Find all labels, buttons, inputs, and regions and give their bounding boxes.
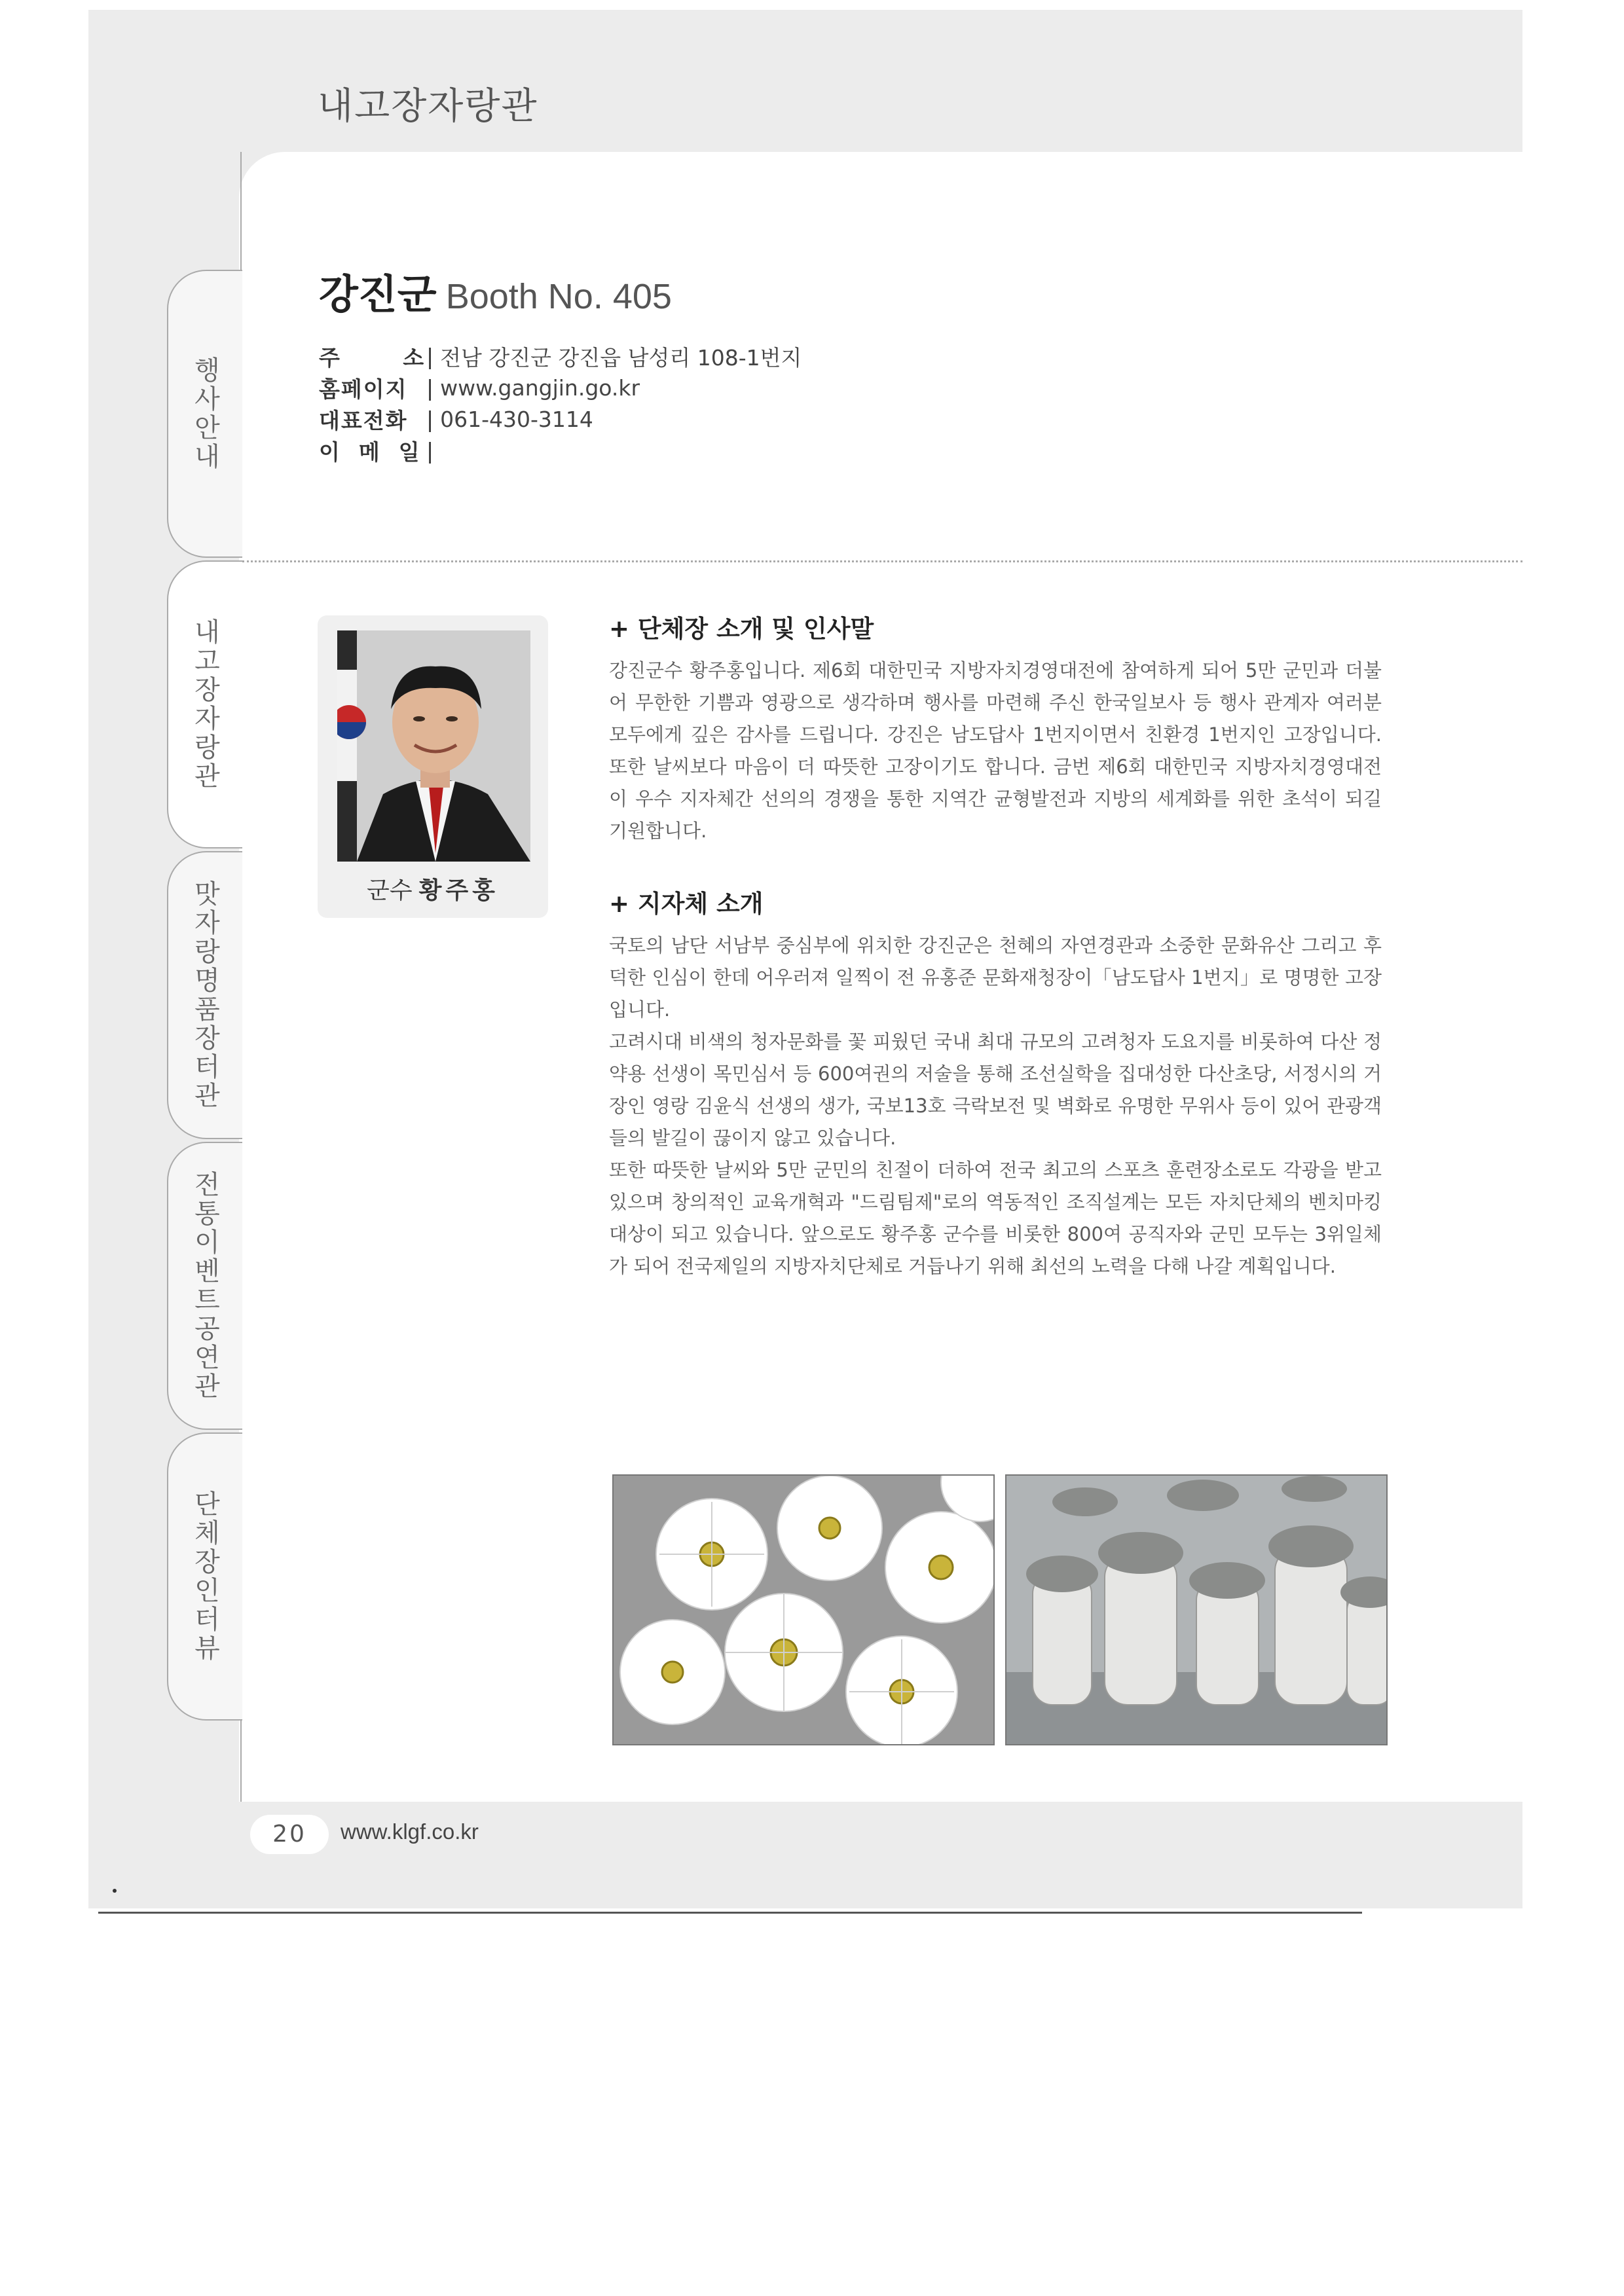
info-label: 주 소	[319, 344, 426, 371]
booth-number: Booth No. 405	[445, 277, 672, 316]
intro-body	[609, 930, 1382, 1283]
info-value: 전남 강진군 강진읍 남성리 108-1번지	[440, 344, 802, 371]
info-row-phone	[319, 403, 802, 435]
tab-label: 전통이벤트공연관	[190, 1171, 220, 1401]
booth-title	[319, 262, 672, 320]
chrysanthemum-photo	[612, 1474, 995, 1745]
governor-photo	[337, 630, 530, 862]
tab-label: 맛자랑명품장터관	[190, 880, 220, 1110]
intro-paragraph: 또한 따뜻한 날씨와 5만 군민의 친절이 더하여 전국 최고의 스포츠 훈련장소로도 각광을 받고 있으며 창의적인 교육개혁과 "드림팀제"로의 역동적인 조직설계는 모든 자치단체의 벤치마킹 대상이 되고 있습니다. 앞으로도 황주홍 군수를 비롯한 800여 공직자와 군민 모두는 3위일체가 되어 전국제일의 지방자치단체로 거듭나기 위해 최선의 노력을 다해 나갈 계획입니다.	[609, 1159, 1382, 1277]
scan-mark	[113, 1889, 117, 1893]
homepage-link[interactable]: www.gangjin.go.kr	[440, 374, 640, 401]
intro-paragraph: 고려시대 비색의 청자문화를 꽃 피웠던 국내 최대 규모의 고려청자 도요지를 비롯하여 다산 정약용 선생이 목민심서 등 600여권의 저술을 통해 조선실학을 집대성한 다산초당, 서정시의 거장인 영랑 김윤식 선생의 생가, 국보13호 극락보전 및 벽화로 유명한 무위사 등이 있어 관광객들의 발길이 끊이지 않고 있습니다.	[609, 1030, 1382, 1149]
tab-divider-line	[240, 152, 242, 270]
greeting-paragraph: 강진군수 황주홍입니다. 제6회 대한민국 지방자치경영대전에 참여하게 되어 5만 군민과 더불어 무한한 기쁨과 영광으로 생각하며 행사를 마련해 주신 한국일보사 등 행사 관계자 여러분 모두에게 깊은 감사를 드립니다. 강진은 남도답사 1번지이면서 친환경 1번지인 고장입니다. 또한 날씨보다 마음이 더 따뜻한 고장이기도 합니다. 금번 제6회 대한민국 지방자치경영대전이 우수 지자체간 선의의 경쟁을 통한 지역간 균형발전과 지방의 세계화를 위한 초석이 되길 기원합니다.	[609, 659, 1382, 842]
tab-event-info[interactable]	[167, 270, 242, 558]
info-separator: |	[426, 406, 434, 432]
page-number: 20	[250, 1815, 329, 1854]
portrait-caption	[318, 872, 548, 905]
info-label: 이 메 일	[319, 439, 421, 465]
info-separator: |	[426, 343, 434, 369]
tab-leader-interview[interactable]	[167, 1432, 242, 1721]
info-separator: |	[426, 374, 434, 401]
footer-url-link[interactable]: www.klgf.co.kr	[341, 1819, 479, 1844]
bottom-rule	[98, 1912, 1362, 1914]
info-row-email	[319, 435, 802, 466]
info-label: 홈페이지	[319, 376, 408, 402]
booth-info-list	[319, 340, 802, 466]
tab-local-pride[interactable]	[167, 560, 242, 848]
info-row-homepage	[319, 372, 802, 403]
tab-label: 단체장인터뷰	[190, 1490, 220, 1663]
section-title: 내고장자랑관	[318, 85, 538, 128]
mushroom-photo	[1005, 1474, 1388, 1745]
portrait-name: 황주홍	[418, 877, 499, 904]
tab-label: 행사안내	[190, 356, 220, 471]
intro-paragraph: 국토의 남단 서남부 중심부에 위치한 강진군은 천혜의 자연경관과 소중한 문화유산 그리고 후덕한 인심이 한데 어우러져 일찍이 전 유홍준 문화재청장이「남도답사 1번지」로 명명한 고장입니다.	[609, 934, 1382, 1021]
tab-divider-line	[240, 1721, 242, 1802]
booth-name: 강진군	[319, 270, 437, 318]
tab-traditional-events[interactable]	[167, 1142, 242, 1430]
greeting-heading: + 단체장 소개 및 인사말	[609, 615, 874, 643]
info-value: 061-430-3114	[440, 406, 593, 432]
info-separator: |	[426, 437, 434, 464]
greeting-body	[609, 655, 1382, 847]
intro-heading: + 지자체 소개	[609, 890, 764, 918]
info-label: 대표전화	[319, 407, 408, 433]
tab-food-market[interactable]	[167, 851, 242, 1139]
portrait-role: 군수	[367, 877, 413, 904]
info-row-address	[319, 340, 802, 372]
dotted-divider	[242, 560, 1522, 562]
tab-label: 내고장자랑관	[190, 618, 220, 791]
